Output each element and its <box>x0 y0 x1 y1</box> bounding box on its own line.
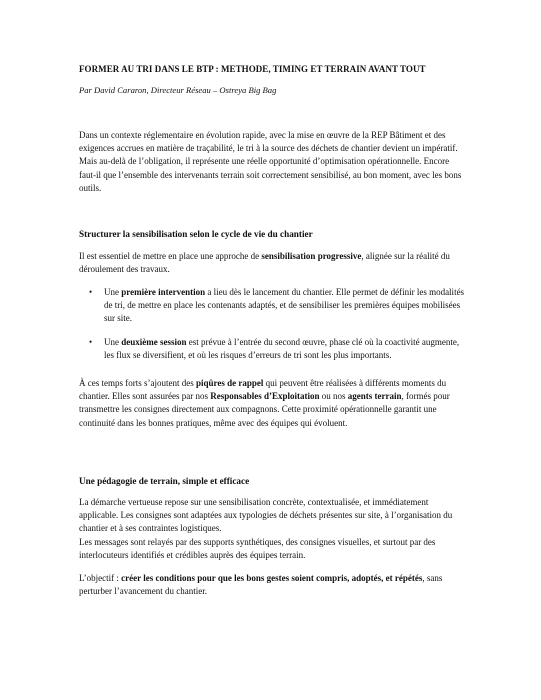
section-heading-1: Structurer la sensibilisation selon le cycle de vie du chantier <box>79 229 313 239</box>
section2-paragraph-1: La démarche vertueuse repose sur une sensibilisation concrète, contextualisée, et immédiatement applicable. Les consignes sont adaptées aux typologies de déchets présentes sur site, à l’organisation du chantier et à ses contraintes logistiques. <box>79 497 453 534</box>
section1-paragraph-1 <box>79 250 465 276</box>
bold-run: sensibilisation progressive <box>261 251 362 261</box>
text-run: ou nos <box>319 391 348 402</box>
bullet-icon: • <box>89 287 93 297</box>
bold-run: agents terrain <box>347 391 402 402</box>
intro-paragraph: Dans un contexte réglementaire en évolution rapide, avec la mise en œuvre de la REP Bâtiment et des exigences accrues en matière de traçabilité, le tri à la source des déchets de chantier devient un impératif. Mais au-delà de l’obligation, il représente une réelle opportunité d’optimisation opérationnelle. Encore faut-il que l’ensemble des intervenants terrain soit correctement sensibilisé, au bon moment, avec les bons outils. <box>79 130 462 193</box>
bold-run: piqûres de rappel <box>195 378 264 388</box>
bullet-icon: • <box>89 336 93 347</box>
document-title: FORMER AU TRI DANS LE BTP : METHODE, TIMING ET TERRAIN AVANT TOUT <box>79 64 426 74</box>
text-run: Une <box>104 336 122 347</box>
section-heading-2: Une pédagogie de terrain, simple et efficace <box>79 476 250 486</box>
list-item <box>79 286 465 326</box>
bold-run: deuxième session <box>121 336 187 347</box>
list-item <box>79 336 465 362</box>
text-run: Il est essentiel de mettre en place une approche de <box>79 251 262 261</box>
text-run: est prévue à l’entrée du second œuvre, phase clé où la coactivité augmente, les flux se diversifient, et où les risques d’erreurs de tri sont les plus importants. <box>104 336 460 360</box>
bullet-list <box>79 286 465 362</box>
section2-paragraph-3 <box>79 572 465 598</box>
text-run: qui peuvent être réalisées à différents moments du chantier. Elles sont assurées par nos <box>79 378 447 402</box>
section2-paragraph-2: Les messages sont relayés par des supports synthétiques, des consignes visuelles, et surtout par des interlocuteurs identifiés et crédibles auprès des équipes terrain. <box>79 537 436 561</box>
text-run: À ces temps forts s’ajoutent des <box>79 378 196 388</box>
bold-run: Responsables d’Exploitation <box>210 391 320 402</box>
text-run: Une <box>104 287 122 297</box>
bold-run: première intervention <box>121 287 206 297</box>
author-line: Par David Cararon, Directeur Réseau – Ostreya Big Bag <box>79 85 277 95</box>
text-run: a lieu dès le lancement du chantier. Elle permet de définir les modalités de tri, de mettre en place les contenants adaptés, et de sensibiliser les premières équipes mobilisées sur site. <box>104 287 465 324</box>
text-run: , sans perturber l’avancement du chantier. <box>79 573 443 597</box>
bold-run: créer les conditions pour que les bons gestes soient compris, adoptés, et répétés <box>121 573 423 583</box>
text-run: , alignée sur la réalité du déroulement des travaux. <box>79 251 450 275</box>
text-run: L’objectif : <box>79 573 122 583</box>
section1-paragraph-2 <box>79 377 465 430</box>
text-run: , formés pour transmettre les consignes directement aux compagnons. Cette proximité opérationnelle garantit une continuité dans les bonnes pratiques, même avec des équipes qui évoluent. <box>79 391 450 428</box>
